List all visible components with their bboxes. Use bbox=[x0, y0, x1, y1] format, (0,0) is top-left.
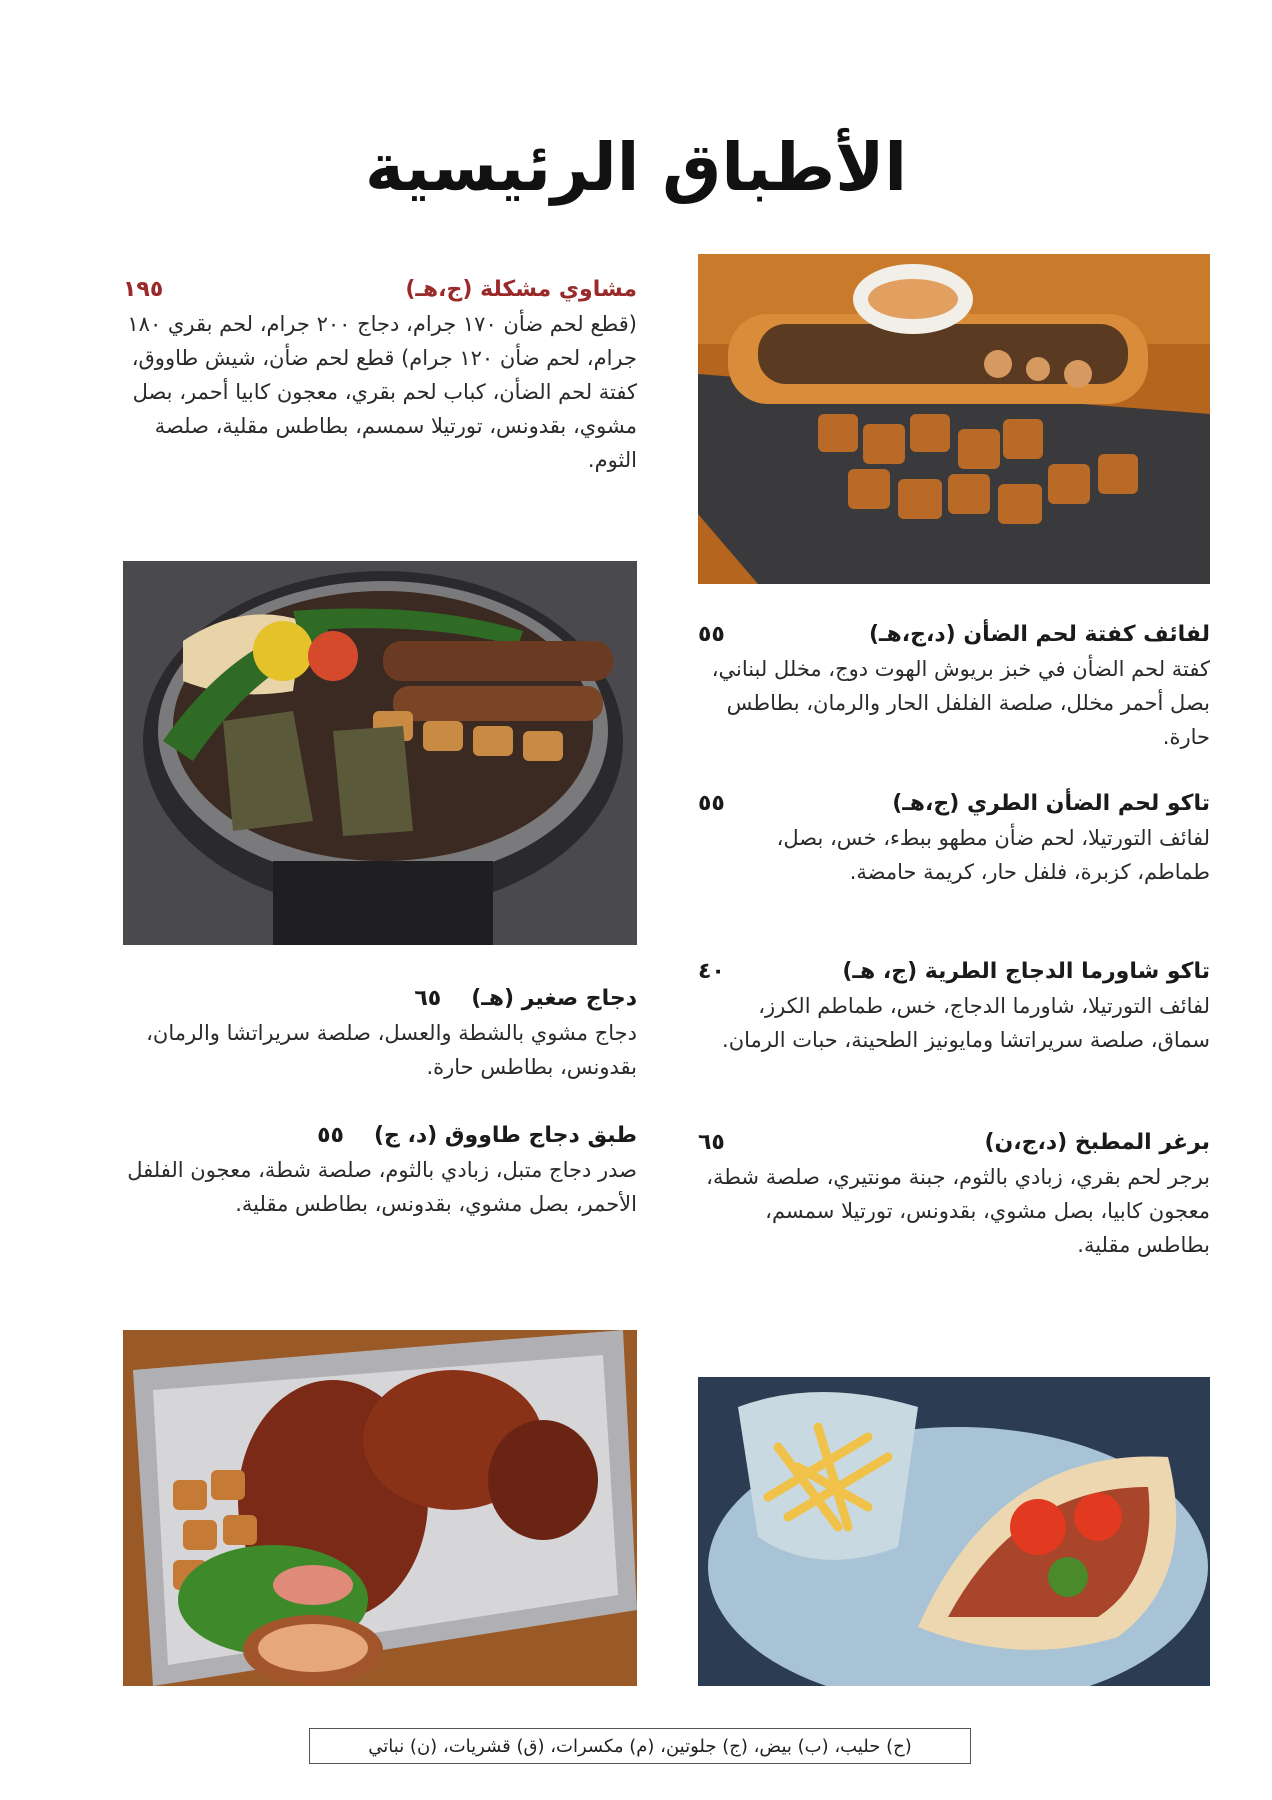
menu-item-kitchen-burger bbox=[698, 1129, 1210, 1262]
page-title: الأطباق الرئيسية bbox=[365, 129, 907, 206]
item-price: ١٩٥ bbox=[123, 277, 164, 302]
item-name: مشاوي مشكلة (ج،هـ) bbox=[405, 277, 637, 302]
menu-item-baby-chicken bbox=[123, 985, 637, 1084]
item-price: ٤٠ bbox=[698, 959, 725, 984]
kofta-rolls-photo bbox=[698, 254, 1210, 584]
mixed-grill-photo bbox=[123, 561, 637, 945]
item-description: لفائف التورتيلا، لحم ضأن مطهو ببطء، خس، بصل، طماطم، كزبرة، فلفل حار، كريمة حامضة. bbox=[776, 825, 1210, 884]
shawarma-taco-photo bbox=[698, 1377, 1210, 1686]
item-description: صدر دجاج متبل، زبادي بالثوم، صلصة شطة، معجون الفلفل الأحمر، بصل مشوي، بقدونس، بطاطس مقلية. bbox=[127, 1157, 637, 1216]
item-description: برجر لحم بقري، زبادي بالثوم، جبنة مونتيري، صلصة شطة، معجون كابيا، بصل مشوي، بقدونس، تورتيلا سمسم، بطاطس مقلية. bbox=[706, 1164, 1210, 1257]
item-price: ٦٥ bbox=[698, 1130, 725, 1155]
menu-item-shawarma-taco bbox=[698, 958, 1210, 1057]
menu-item-lamb-taco bbox=[698, 790, 1210, 889]
item-description: (قطع لحم ضأن ١٧٠ جرام، دجاج ٢٠٠ جرام، لحم بقري ١٨٠ جرام، لحم ضأن ١٢٠ جرام) قطع لحم ضأن، شيش طاووق، كفتة لحم الضأن، كباب لحم بقري، معجون كابيا أحمر، بصل مشوي، بقدونس، تورتيلا سمسم، بطاطس مقلية، صلصة الثوم. bbox=[127, 311, 637, 472]
item-price: ٦٥ bbox=[414, 986, 442, 1011]
item-description: لفائف التورتيلا، شاورما الدجاج، خس، طماطم الكرز، سماق، صلصة سريراتشا ومايونيز الطحينة، حبات الرمان. bbox=[722, 993, 1210, 1052]
menu-item-mixed-grill bbox=[123, 276, 637, 477]
allergen-legend-text: (ح) حليب، (ب) بيض، (ج) جلوتين، (م) مكسرات، (ق) قشريات، (ن) نباتي bbox=[368, 1735, 912, 1757]
item-name: طبق دجاج طاووق (د، ج) bbox=[373, 1123, 637, 1148]
allergen-legend bbox=[309, 1728, 971, 1764]
baby-chicken-photo bbox=[123, 1330, 637, 1686]
item-name: برغر المطبخ (د،ج،ن) bbox=[984, 1130, 1210, 1155]
item-name: دجاج صغير (هـ) bbox=[471, 986, 637, 1011]
item-name: لفائف كفتة لحم الضأن (د،ج،هـ) bbox=[868, 622, 1210, 647]
item-description: دجاج مشوي بالشطة والعسل، صلصة سريراتشا والرمان، بقدونس، بطاطس حارة. bbox=[146, 1020, 637, 1079]
menu-item-kofta-rolls bbox=[698, 621, 1210, 754]
item-price: ٥٥ bbox=[317, 1123, 344, 1148]
menu-item-tawook-plate bbox=[123, 1122, 637, 1221]
item-price: ٥٥ bbox=[698, 622, 725, 647]
item-price: ٥٥ bbox=[698, 791, 725, 816]
item-name: تاكو لحم الضأن الطري (ج،هـ) bbox=[892, 791, 1210, 816]
item-name: تاكو شاورما الدجاج الطرية (ج، هـ) bbox=[842, 959, 1210, 984]
item-description: كفتة لحم الضأن في خبز بريوش الهوت دوج، مخلل لبناني، بصل أحمر مخلل، صلصة الفلفل الحار والرمان، بطاطس حارة. bbox=[711, 656, 1210, 749]
